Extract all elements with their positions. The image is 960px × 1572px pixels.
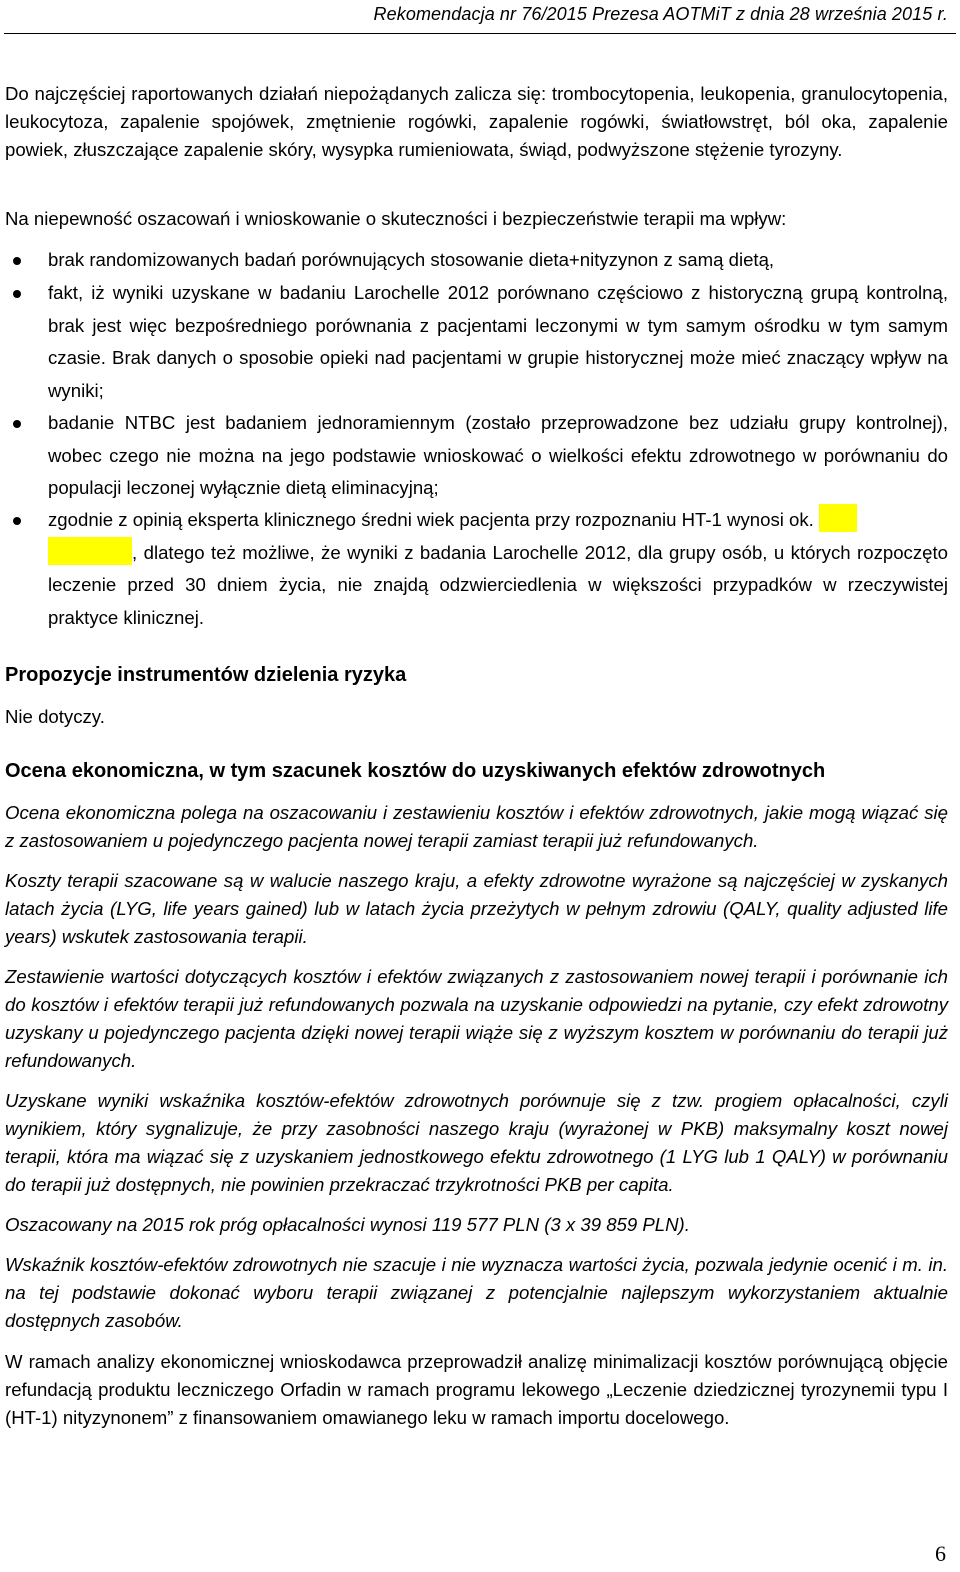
uncertainty-intro: Na niepewność oszacowań i wnioskowanie o skuteczności i bezpieczeństwie terapii ma wpływ: (5, 208, 787, 229)
bullet-dot (13, 290, 21, 298)
bullet-text-after: , dlatego też możliwe, że wyniki z badania Larochelle 2012, dla grupy osób, u których rozpoczęto leczenie przed 30 dniem życia, nie znajdą odzwierciedlenia w większości przypadków w rzeczywistej praktyce klinicznej. (48, 541, 948, 628)
econ-paragraph: Uzyskane wyniki wskaźnika kosztów-efektów zdrowotnych porównuje się z tzw. progiem opłacalności, czyli wynikiem, który sygnalizuje, że przy zasobności naszego kraju (wyrażonej w PKB) maksymalny koszt nowej terapii, która ma wiązać się z uzyskaniem jednostkowego efektu zdrowotnego (1 LYG lub 1 QALY) w porównaniu do terapii już dostępnych, nie powinien przekraczać trzykrotności PKB per capita. (5, 1090, 948, 1195)
section-title-risk-sharing: Propozycje instrumentów dzielenia ryzyka (5, 664, 407, 686)
bullet-dot (13, 420, 21, 428)
econ-paragraph: Wskaźnik kosztów-efektów zdrowotnych nie szacuje i nie wyznacza wartości życia, pozwala jedynie ocenić i m. in. na tej podstawie dokonać wyboru terapii związanej z potencjalnie najlepszym wykorzystaniem aktualnie dostępnych zasobów. (5, 1254, 948, 1331)
bullet-dot (13, 257, 21, 265)
bullet-text-before: zgodnie z opinią eksperta klinicznego średni wiek pacjenta przy rozpoznaniu HT-1 wynosi ok. (48, 509, 814, 530)
running-header: Rekomendacja nr 76/2015 Prezesa AOTMiT z dnia 28 września 2015 r. (373, 4, 948, 24)
econ-paragraph: Oszacowany na 2015 rok próg opłacalności wynosi 119 577 PLN (3 x 39 859 PLN). (5, 1214, 690, 1235)
econ-paragraph: Koszty terapii szacowane są w walucie naszego kraju, a efekty zdrowotne wyrażone są najczęściej w zyskanych latach życia (LYG, life years gained) lub w latach życia przeżytych w pełnym zdrowiu (QALY, quality adjusted life years) wskutek zastosowania terapii. (5, 870, 948, 947)
adverse-events-paragraph: Do najczęściej raportowanych działań niepożądanych zalicza się: trombocytopenia, leukopenia, granulocytopenia, leukocytoza, zapalenie spojówek, zmętnienie rogówki, zapalenie rogówki, światłowstręt, ból oka, zapalenie powiek, złuszczające zapalenie skóry, wysypka rumieniowata, świąd, podwyższone stężenie tyrozyny. (5, 83, 948, 160)
bullet-dot (13, 517, 21, 525)
bullet-item (48, 504, 948, 634)
econ-paragraph: Ocena ekonomiczna polega na oszacowaniu i zestawieniu kosztów i efektów zdrowotnych, jakie mogą wiązać się z zastosowaniem u pojedynczego pacjenta nowej terapii zamiast terapii już refundowanych. (5, 802, 948, 851)
redaction-highlight (819, 504, 857, 532)
header-rule (4, 33, 956, 34)
risk-sharing-body: Nie dotyczy. (5, 706, 105, 727)
bullet-item: brak randomizowanych badań porównujących stosowanie dieta+nityzynon z samą dietą, (48, 249, 775, 270)
bullet-item: badanie NTBC jest badaniem jednoramiennym (zostało przeprowadzone bez udziału grupy kontrolnej), wobec czego nie można na jego podstawie wnioskować o wielkości efektu zdrowotnego w porównaniu do populacji leczonej wyłącznie dietą eliminacyjną; (48, 412, 948, 498)
econ-paragraph: Zestawienie wartości dotyczących kosztów i efektów związanych z zastosowaniem nowej terapii i porównanie ich do kosztów i efektów terapii już refundowanych pozwala na uzyskanie odpowiedzi na pytanie, czy efekt zdrowotny uzyskany u pojedynczego pacjenta dzięki nowej terapii wiąże się z wyższym kosztem w porównaniu do terapii już refundowanych. (5, 966, 948, 1071)
econ-closing-paragraph: W ramach analizy ekonomicznej wnioskodawca przeprowadził analizę minimalizacji kosztów porównującą objęcie refundacją produktu leczniczego Orfadin w ramach programu lekowego „Leczenie dziedzicznej tyrozynemii typu I (HT-1) nityzynonem” z finansowaniem omawianego leku w ramach importu docelowego. (5, 1351, 948, 1428)
section-title-economic: Ocena ekonomiczna, w tym szacunek kosztów do uzyskiwanych efektów zdrowotnych (5, 760, 826, 782)
page-number: 6 (935, 1541, 946, 1566)
bullet-item: fakt, iż wyniki uzyskane w badaniu Larochelle 2012 porównano częściowo z historyczną grupą kontrolną, brak jest więc bezpośredniego porównania z pacjentami leczonymi w tym samym ośrodku w tym samym czasie. Brak danych o sposobie opieki nad pacjentami w grupie historycznej może mieć znaczący wpływ na wyniki; (48, 282, 948, 401)
redaction-highlight (48, 537, 132, 565)
